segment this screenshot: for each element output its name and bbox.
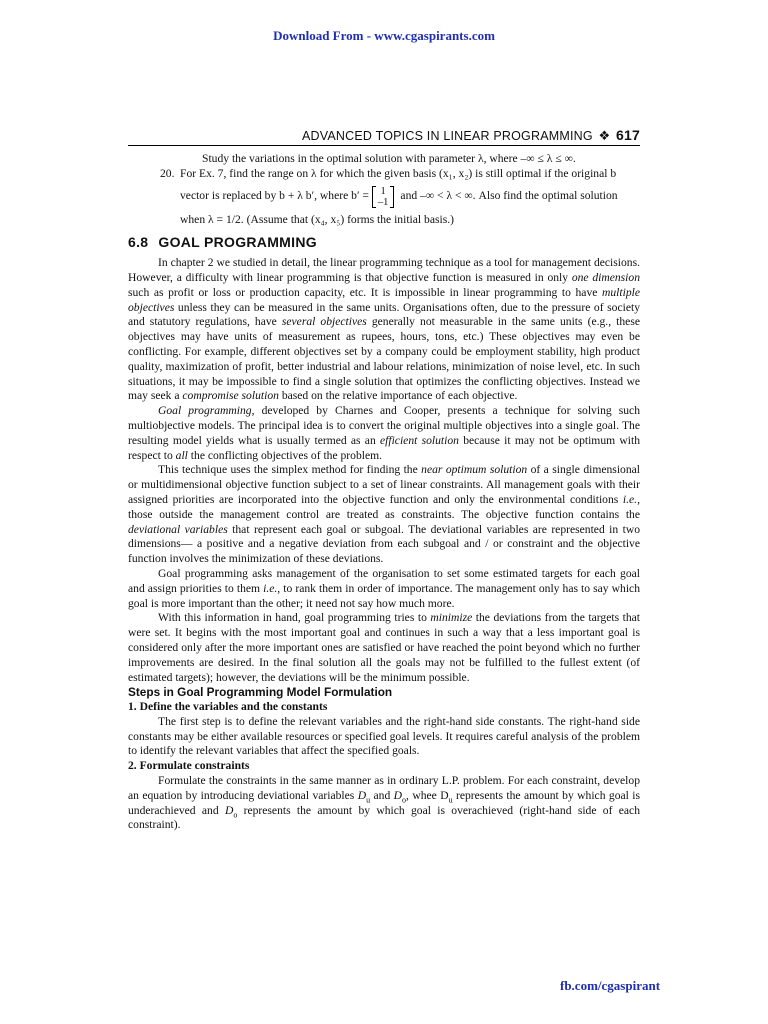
emphasis: one dimension (571, 270, 640, 284)
emphasis: compromise solution (182, 389, 279, 403)
emphasis: minimize (430, 611, 473, 625)
subscript: o (402, 795, 407, 805)
paragraph: Goal programming, developed by Charnes and Cooper, presents a technique for solving such multiobjective models. The principal idea is to convert the original multiple objectives into a single goal. The resulting model yields what is usually termed as an efficient solution because it may not be optimum with respect to all the conflicting objectives of the problem. (128, 404, 640, 462)
step-2-heading: 2. Formulate constraints (128, 759, 250, 773)
exercise-number: 20. (160, 166, 175, 180)
subscript: u (366, 795, 371, 805)
section-number: 6.8 (128, 234, 149, 251)
step-2-text: Formulate the constraints in the same manner as in ordinary L.P. problem. For each constraint, develop an equation by introducing deviational variables $D_u$ and $D_o$, whee $D_u$ represents the amount by which goal is underachieved and $D_o$ represents the amount by which goal is overachieved (right-hand side of each constraint). (128, 774, 641, 832)
emphasis: D (393, 788, 403, 802)
download-link[interactable]: Download From - www.cgaspirants.com (273, 28, 495, 43)
exercise-19-tail: Study the variations in the optimal solution with parameter λ, where –∞ ≤ λ ≤ ∞. (202, 152, 576, 165)
exercise-20 (128, 167, 640, 228)
paragraph: With this information in hand, goal programming tries to minimize the deviations from the targets that were set. It begins with the most important goal and continues in such a way that a less important goal is considered only after the more important ones are satisfied or have reached the point beyond which no further improvements are desired. In the final solution all the goals may not be fulfilled to the fullest extent (of estimated targets); however, the deviations will be the minimum possible. (128, 611, 640, 684)
emphasis: all (175, 448, 188, 462)
subscript: u (448, 795, 453, 805)
emphasis: multiple objectives (128, 285, 640, 314)
diamond-icon: ❖ (598, 128, 611, 143)
section-heading (128, 235, 640, 250)
running-head (128, 127, 640, 146)
vector-bottom: –1 (377, 196, 389, 208)
step-1-heading: 1. Define the variables and the constants (128, 700, 328, 714)
column-vector (372, 186, 395, 208)
vector-top: 1 (380, 185, 386, 197)
subscript: o (233, 809, 238, 819)
emphasis: i.e. (263, 581, 278, 595)
emphasis: D (357, 788, 367, 802)
exercise-20-line-3: when λ = 1/2. (Assume that (x₄, x₅) forms the initial basis.) (180, 212, 454, 226)
section-title: GOAL PROGRAMMING (158, 234, 317, 251)
step-1-text: The first step is to define the relevant variables and the right-hand side constants. The right-hand side constants may be either available resources or specified goal levels. It requires careful analysis of the problem to identify the relevant variables that affect the specified goals. (128, 714, 640, 758)
paragraph: Goal programming asks management of the organisation to set some estimated targets for each goal and assign priorities to them i.e., to rank them in order of importance. The management only has to say which goal is more important than the other; it need not say how much more. (128, 566, 640, 610)
exercise-20-line-2 (180, 186, 640, 208)
exercise-20-line-2-pre: vector is replaced by b + λ b′, where b′ = (180, 189, 369, 203)
emphasis: efficient solution (380, 433, 459, 447)
exercise-20-line-2-post: and –∞ < λ < ∞. Also find the optimal solution (400, 189, 618, 203)
emphasis: Goal programming (158, 404, 252, 418)
emphasis: deviational variables (128, 522, 228, 536)
paragraph: In chapter 2 we studied in detail, the linear programming technique as a tool for management decisions. However, a difficulty with linear programming is that objective function is measured in only one dimension such as profit or loss or production capacity, etc. It is impossible in linear programming to have multiple objectives unless they can be measured in the same units. Organisations often, due to the pressure of society and statutory regulations, have several objectives generally not measurable in the same units (e.g., these objectives may have units of measurement as rupees, hours, tons, etc.) These objectives may even be conflicting. For example, different objectives set by a company could be employment stability, high product quality, maximization of profit, better industrial and labour relations, minimization of noise level, etc. In such situations, it may be impossible to find a single solution that optimizes the conflicting objectives. Instead we may seek a compromise solution based on the relative importance of each objective. (128, 256, 640, 403)
emphasis: i.e. (622, 492, 638, 506)
paragraph: This technique uses the simplex method for finding the near optimum solution of a single dimensional or multidimensional objective function subject to a set of linear constraints. All management goals with their assigned priorities are incorporated into the objective function and only the environmental conditions i.e., those outside the management control are treated as constraints. The objective function contains the deviational variables that represent each goal or subgoal. The deviational variables are represented in two dimensions— a positive and a negative deviation from each subgoal and / or constraint and the objective function involves the minimization of these deviations. (128, 463, 640, 566)
running-head-title: ADVANCED TOPICS IN LINEAR PROGRAMMING (302, 129, 593, 143)
exercise-20-line-1: For Ex. 7, find the range on λ for which the given basis (x₁, x₂) is still optimal if the original b (180, 166, 617, 180)
emphasis: several objectives (281, 315, 367, 329)
steps-heading: Steps in Goal Programming Model Formulation (128, 685, 393, 700)
page-number: 617 (616, 127, 640, 143)
page-body (128, 152, 640, 833)
emphasis: near optimum solution (421, 463, 528, 477)
emphasis: D (224, 803, 234, 817)
footer-link[interactable]: fb.com/cgaspirant (560, 978, 661, 993)
